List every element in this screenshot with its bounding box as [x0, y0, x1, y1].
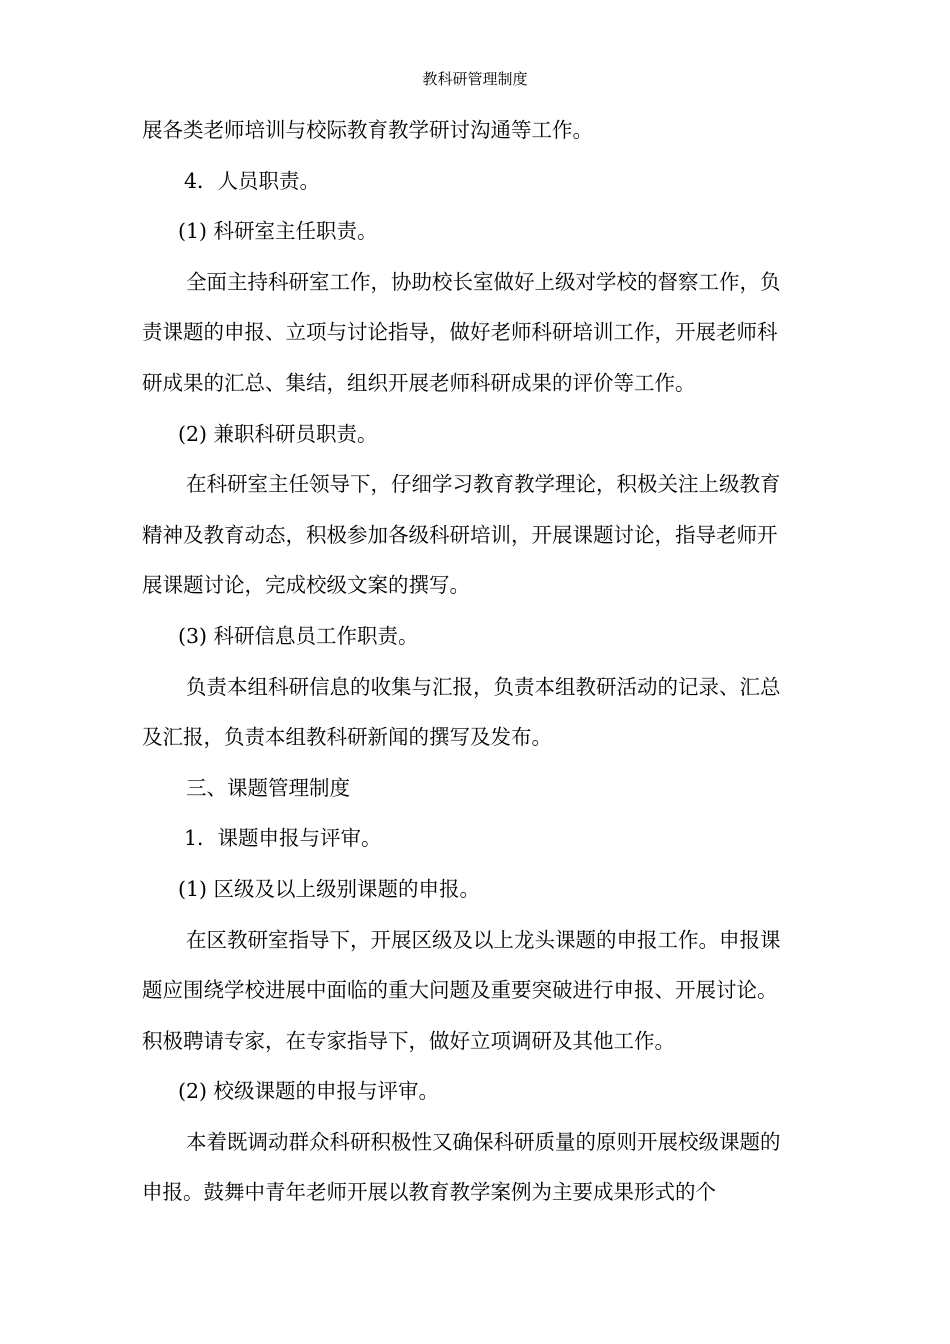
text-line: 研成果的汇总、集结，组织开展老师科研成果的评价等工作。 [142, 370, 696, 395]
paragraph-first-line: 负责本组科研信息的收集与汇报，负责本组教研活动的记录、汇总 [186, 674, 781, 699]
numbered-heading: 4．人员职责。 [184, 168, 321, 193]
text-line: 精神及教育动态，积极参加各级科研培训，开展课题讨论，指导老师开 [142, 522, 778, 547]
sub-heading: (1) 区级及以上级别课题的申报。 [178, 876, 481, 901]
paragraph-first-line: 在区教研室指导下，开展区级及以上龙头课题的申报工作。申报课 [186, 927, 781, 952]
numbered-heading: 1．课题申报与评审。 [184, 826, 382, 851]
sub-heading: (2) 校级课题的申报与评审。 [178, 1079, 440, 1104]
page-header: 教科研管理制度 [422, 70, 528, 88]
document-body [142, 105, 814, 1218]
sub-heading: (3) 科研信息员工作职责。 [178, 623, 419, 648]
section-heading: 三、课题管理制度 [186, 775, 350, 800]
paragraph-first-line: 在科研室主任领导下，仔细学习教育教学理论，积极关注上级教育 [186, 472, 781, 497]
sub-heading: (2) 兼职科研员职责。 [178, 421, 378, 446]
text-line: 展课题讨论，完成校级文案的撰写。 [142, 573, 470, 598]
paragraph-first-line: 全面主持科研室工作，协助校长室做好上级对学校的督察工作，负 [186, 269, 781, 294]
text-line: 展各类老师培训与校际教育教学研讨沟通等工作。 [142, 118, 593, 142]
paragraph-first-line: 本着既调动群众科研积极性又确保科研质量的原则开展校级课题的 [186, 1129, 781, 1154]
text-line: 题应围绕学校进展中面临的重大问题及重要突破进行申报、开展讨论。 [142, 978, 778, 1003]
text-line: 积极聘请专家，在专家指导下，做好立项调研及其他工作。 [142, 1028, 675, 1053]
text-line: 申报。鼓舞中青年老师开展以教育教学案例为主要成果形式的个 [142, 1180, 716, 1205]
text-line: 及汇报，负责本组教科研新闻的撰写及发布。 [142, 725, 552, 750]
sub-heading: (1) 科研室主任职责。 [178, 219, 378, 244]
text-line: 责课题的申报、立项与讨论指导，做好老师科研培训工作，开展老师科 [142, 320, 778, 345]
